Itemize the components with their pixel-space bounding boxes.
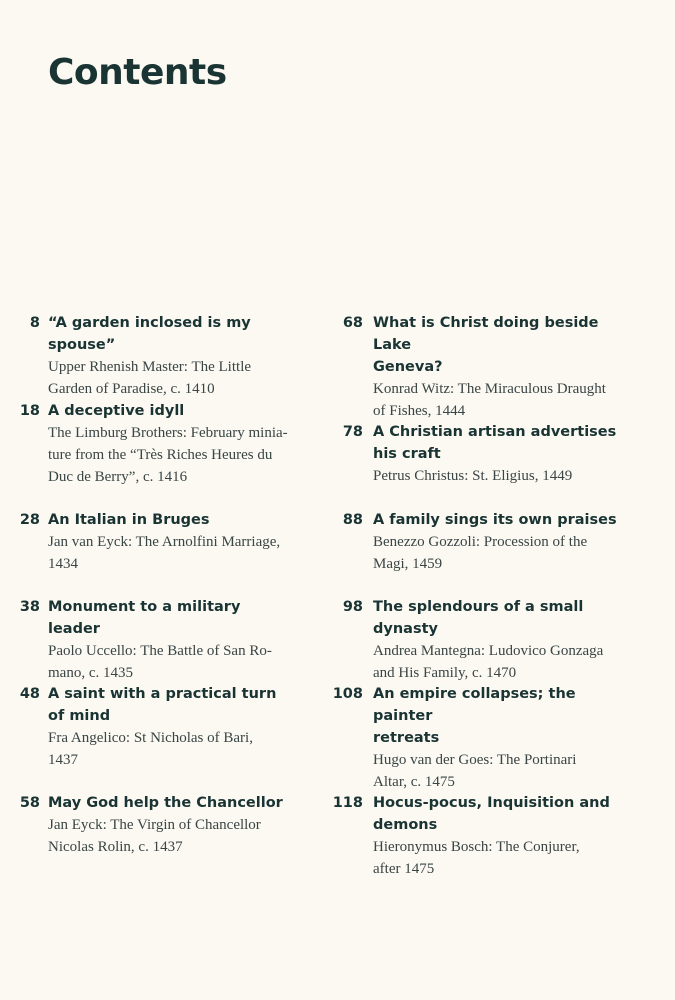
entry-description-line: Altar, c. 1475 [373,774,455,790]
entry-title: “A garden inclosed is my spouse” [48,315,251,353]
page-number: 28 [19,512,40,528]
entry-title: A family sings its own praises [373,512,617,528]
entry-description-line: 1437 [48,752,78,768]
entry-description-line: of Fishes, 1444 [373,403,466,419]
page-number: 68 [342,315,363,331]
entry-description-line: mano, c. 1435 [48,665,133,681]
entry-title: The splendours of a small dynasty [373,599,584,637]
entry-description-line: Duc de Berry”, c. 1416 [48,469,188,485]
entry-description-line: Nicolas Rolin, c. 1437 [48,839,183,855]
entry-title: Monument to a military leader [48,599,241,637]
entry-title: May God help the Chancellor [48,795,283,811]
entry-description-line: Konrad Witz: The Miraculous Draught [373,381,606,397]
page-number: 48 [19,686,40,702]
page-number: 18 [19,403,40,419]
page-number: 38 [19,599,40,615]
entry-description-line: Paolo Uccello: The Battle of San Ro- [48,643,272,659]
page-number: 118 [332,795,363,811]
entry-description-line: Upper Rhenish Master: The Little [48,359,252,375]
entry-title-line: retreats [373,730,440,746]
entry-description-line: after 1475 [373,861,435,877]
page-number: 98 [342,599,363,615]
entry-title-line: What is Christ doing beside Lake [373,315,599,353]
page-number: 78 [342,424,363,440]
entry-title-line: demons [373,817,438,833]
entry-description-line: Petrus Christus: St. Eligius, 1449 [373,468,573,484]
entry-title-line: A saint with a practical turn [48,686,277,702]
entry-description-line: The Limburg Brothers: February minia- [48,425,288,441]
entry-description-line: ture from the “Très Riches Heures du [48,447,273,463]
entry-description-line: Jan Eyck: The Virgin of Chancellor [48,817,261,833]
entry-title-line: Hocus-pocus, Inquisition and [373,795,610,811]
entry-description-line: Fra Angelico: St Nicholas of Bari, [48,730,253,746]
entry-title-line: A Christian artisan advertises [373,424,617,440]
entry-description-line: and His Family, c. 1470 [373,665,517,681]
page-number: 108 [332,686,363,702]
entry-description-line: Jan van Eyck: The Arnolfini Marriage, [48,534,281,550]
entry-description-line: Hieronymus Bosch: The Conjurer, [373,839,580,855]
entry-title-line: An empire collapses; the painter [373,686,576,724]
entry-description-line: Andrea Mantegna: Ludovico Gonzaga [373,643,604,659]
entry-description-line: Magi, 1459 [373,556,443,572]
page-number: 8 [29,315,40,331]
entry-title-line: Geneva? [373,359,443,375]
entry-title-line: of mind [48,708,111,724]
entry-description-line: Hugo van der Goes: The Portinari [373,752,577,768]
page-number: 88 [342,512,363,528]
entry-title-line: his craft [373,446,441,462]
page-number: 58 [19,795,40,811]
entry-description-line: 1434 [48,556,78,572]
entry-title: A deceptive idyll [48,403,185,419]
entry-title: An Italian in Bruges [48,512,210,528]
page-title: Contents [48,52,227,93]
entry-description-line: Garden of Paradise, c. 1410 [48,381,215,397]
entry-description-line: Benezzo Gozzoli: Procession of the [373,534,588,550]
